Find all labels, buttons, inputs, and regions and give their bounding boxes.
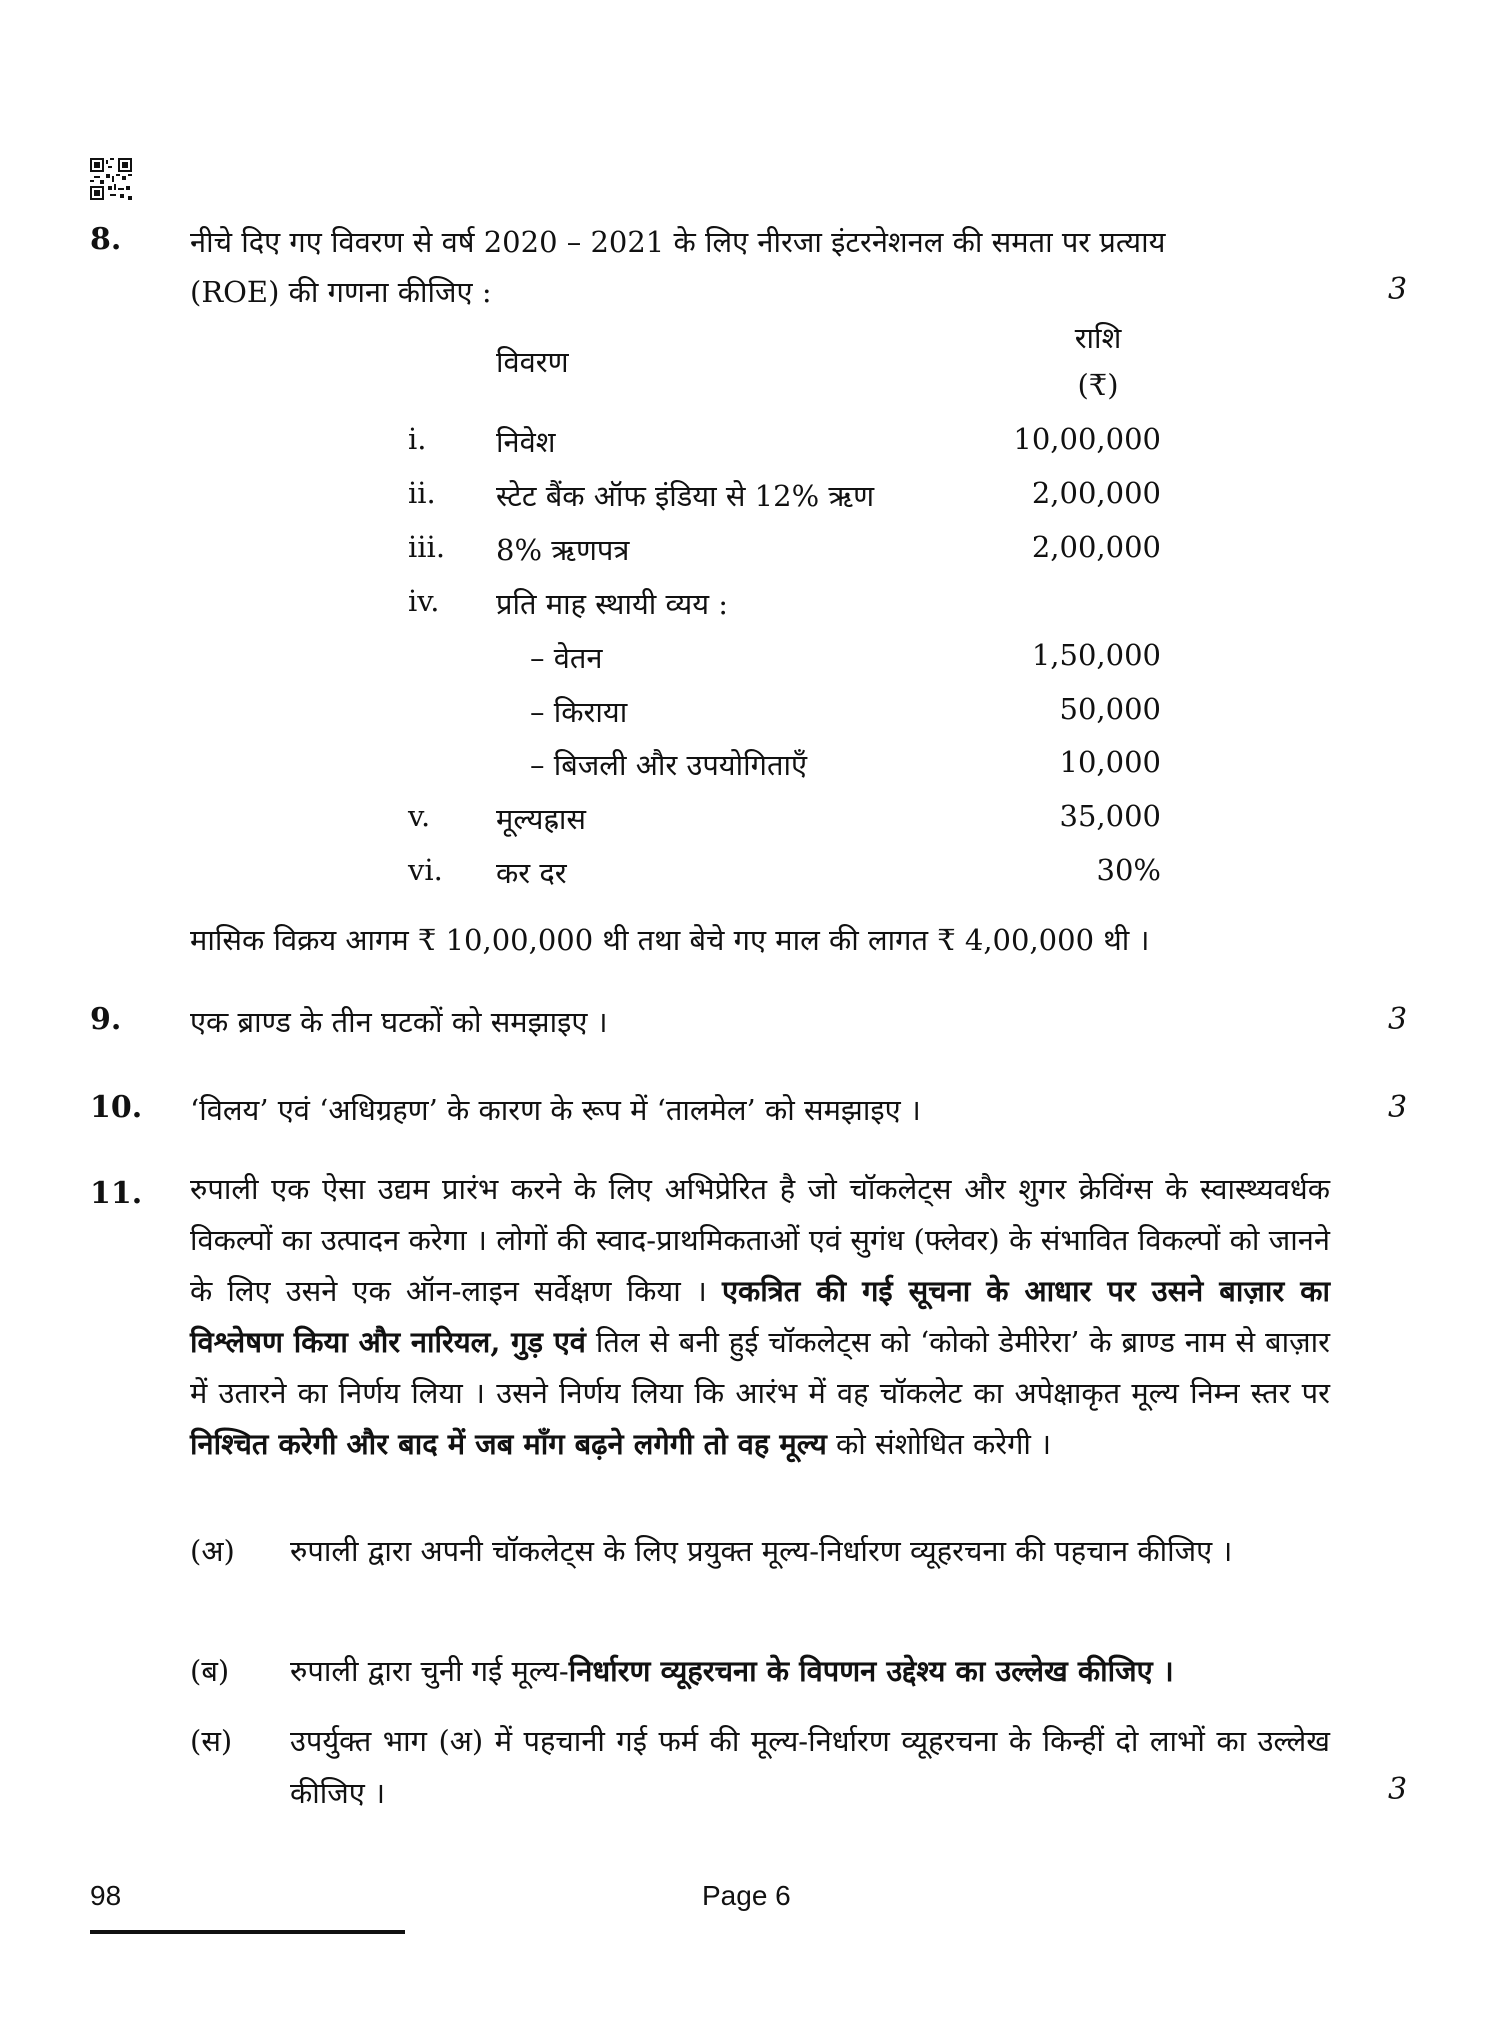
table-row: v. मूल्यह्रास 35,000	[408, 799, 1161, 836]
question-text: को संशोधित करेगी ।	[826, 1427, 1052, 1461]
table-row: i. निवेश 10,00,000	[408, 422, 1161, 459]
question-text: (ROE) की गणना कीजिए :	[190, 275, 492, 309]
sub-question	[190, 1715, 1330, 1819]
question-text: रुपाली एक ऐसा उद्यम प्रारंभ करने के लिए अभिप्रेरित है जो चॉकलेट्स और शुगर क्रेविंग्स के स्वास्थ्यवर्धक विकल्पों का उत्पादन करेगा । लोगों की स्वाद-प्राथमिकताओं एवं सुगंध (फ्लेवर) के संभावित विकल्पों को जानने के लिए उसने एक ऑन-लाइन सर्वेक्षण किया ।	[190, 1172, 1330, 1308]
question-text-bold: एकत्रित की गई सूचना के आधार पर उसने बाज़ार का विश्लेषण किया और नारियल, गुड़ एवं	[190, 1274, 1331, 1359]
table-row: – बिजली और उपयोगिताएँ 10,000	[530, 745, 1161, 782]
question-text-bold: निश्चित करेगी और बाद में जब माँग बढ़ने लगेगी तो वह मूल्य	[190, 1427, 827, 1461]
question-number: 8.	[90, 222, 122, 257]
column-header-particulars: विवरण	[496, 345, 569, 379]
table-row: – किराया 50,000	[530, 692, 1161, 729]
sub-question	[190, 1645, 1330, 1697]
table-row: ii. स्टेट बैंक ऑफ इंडिया से 12% ऋण 2,00,000	[408, 476, 1161, 513]
sub-question-text: उपर्युक्त भाग (अ) में पहचानी गई फर्म की मूल्य-निर्धारण व्यूहरचना के किन्हीं दो लाभों का उल्लेख कीजिए ।	[290, 1724, 1330, 1810]
footer-rule	[90, 1930, 405, 1934]
question-text: ‘विलय’ एवं ‘अधिग्रहण’ के कारण के रूप में ‘तालमेल’ को समझाइए ।	[190, 1093, 921, 1127]
sub-question-label: (अ)	[190, 1534, 235, 1568]
sub-question-label: (ब)	[190, 1654, 230, 1688]
table-row: – वेतन 1,50,000	[530, 638, 1161, 675]
question-text: एक ब्राण्ड के तीन घटकों को समझाइए ।	[190, 1005, 608, 1039]
sub-question	[190, 1525, 1330, 1629]
question-paragraph	[190, 1164, 1330, 1470]
marks: 3	[1388, 1002, 1408, 1037]
question-number: 9.	[90, 1002, 122, 1037]
question-number: 10.	[90, 1090, 143, 1125]
question-text: तिल से बनी हुई चॉकलेट्स को ‘कोको डेमीरेरा’ के ब्राण्ड नाम से बाज़ार में उतारने का निर्णय लिया । उसने निर्णय लिया कि आरंभ में वह चॉकलेट का अपेक्षाकृत मूल्य निम्न स्तर पर	[190, 1325, 1330, 1410]
marks: 3	[1388, 1772, 1408, 1807]
table-row: iv. प्रति माह स्थायी व्यय :	[408, 584, 729, 621]
column-header-unit: (₹)	[1077, 368, 1119, 402]
question-number: 11.	[90, 1176, 143, 1211]
column-header-amount: राशि	[1074, 321, 1122, 355]
table-row: vi. कर दर 30%	[408, 853, 1161, 890]
table-row: iii. 8% ऋणपत्र 2,00,000	[408, 530, 1161, 567]
sub-question-text: रुपाली द्वारा चुनी गई मूल्य-	[290, 1654, 569, 1688]
question-text: नीचे दिए गए विवरण से वर्ष 2020 – 2021 के लिए नीरजा इंटरनेशनल की समता पर प्रत्याय	[190, 225, 1166, 259]
sub-question-text-bold: निर्धारण व्यूहरचना के विपणन उद्देश्य का उल्लेख कीजिए ।	[568, 1654, 1174, 1688]
marks: 3	[1388, 1090, 1408, 1125]
sub-question-label: (स)	[190, 1724, 233, 1758]
sub-question-text: रुपाली द्वारा अपनी चॉकलेट्स के लिए प्रयुक्त मूल्य-निर्धारण व्यूहरचना की पहचान कीजिए ।	[290, 1534, 1233, 1568]
qr-code	[90, 158, 132, 200]
marks: 3	[1388, 272, 1408, 307]
question-note: मासिक विक्रय आगम ₹ 10,00,000 थी तथा बेचे गए माल की लागत ₹ 4,00,000 थी ।	[190, 923, 1150, 957]
page-number: Page 6	[702, 1880, 791, 1911]
paper-code: 98	[90, 1880, 122, 1911]
